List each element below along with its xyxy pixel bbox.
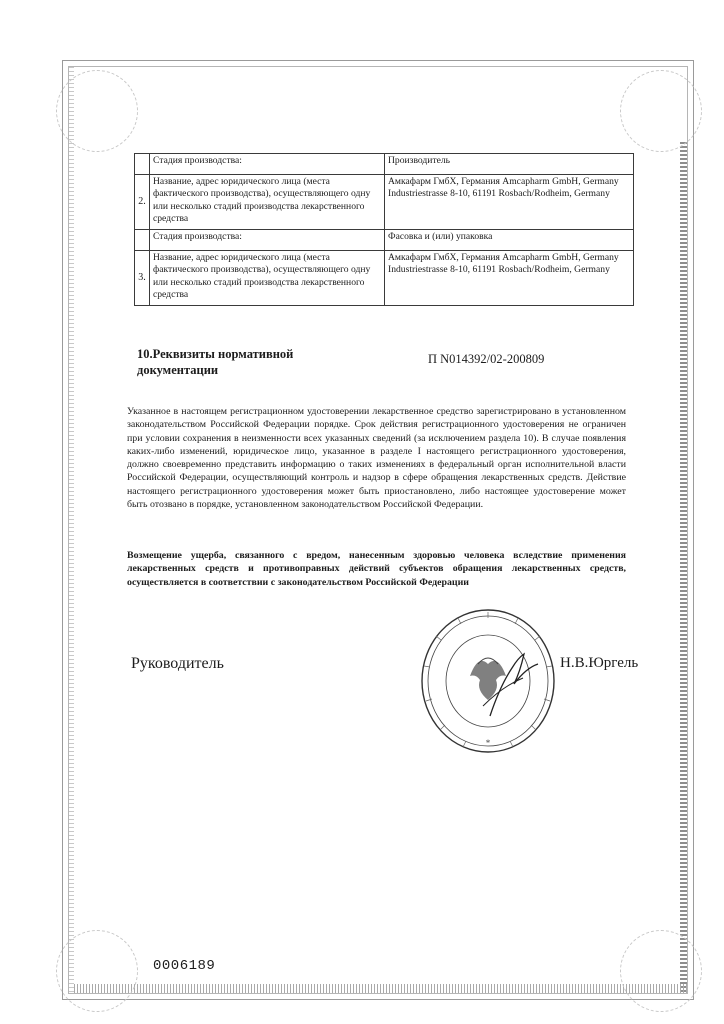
signatory-role: Руководитель (131, 655, 224, 672)
row-number (135, 230, 150, 251)
damage-compensation-paragraph: Возмещение ущерба, связанного с вредом, нанесенным здоровью человека вследствие применения лекарственных средств и противоправных действий субъектов обращения лекарственных средств, осуществляется в соответствии с законодательством Российской Федерации (127, 550, 626, 588)
manufacturer-table (134, 153, 634, 306)
entity-address: Амкафарм ГмбХ, Германия Amcapharm GmbH, Germany Industriestrasse 8-10, 61191 Rosbach/Rodheim, Germany (385, 251, 634, 306)
stage-value: Фасовка и (или) упаковка (385, 230, 634, 251)
entity-address: Амкафарм ГмбХ, Германия Amcapharm GmbH, Germany Industriestrasse 8-10, 61191 Rosbach/Rodheim, Germany (385, 175, 634, 230)
table-row (135, 230, 634, 251)
guilloche-ornament (56, 930, 138, 1012)
signatory-name: Н.В.Юргель (560, 655, 639, 671)
official-seal (418, 606, 558, 756)
entity-label: Название, адрес юридического лица (места фактического производства), осуществляющего одну или несколько стадий производства лекарственного средства (150, 175, 385, 230)
normative-document-number: П N014392/02-200809 (428, 352, 545, 366)
stage-label: Стадия производства: (150, 230, 385, 251)
guilloche-ornament (620, 930, 702, 1012)
section-10-title: 10.Реквизиты нормативной документации (137, 347, 294, 377)
entity-label: Название, адрес юридического лица (места фактического производства), осуществляющего одну или несколько стадий производства лекарственного средства (150, 251, 385, 306)
form-serial-number: 0006189 (153, 958, 216, 974)
row-number (135, 154, 150, 175)
table-row (135, 154, 634, 175)
guilloche-ornament (620, 70, 702, 152)
guilloche-ornament (56, 70, 138, 152)
row-number: 3. (135, 251, 150, 306)
stage-value: Производитель (385, 154, 634, 175)
registration-validity-paragraph: Указанное в настоящем регистрационном удостоверении лекарственное средство зарегистрировано в установленном законодательством Российской Федерации порядке. Срок действия регистрационного удостоверения не ограничен при условии сохранения в неизменности всех указанных сведений (за исключением раздела 10). В случае появления каких-либо изменений, юридическое лицо, указанное в разделе I настоящего регистрационного удостоверения, должно своевременно представить информацию о таких изменениях в федеральный орган исполнительной власти Российской Федерации, осуществляющий контроль и надзор в сфере обращения лекарственных средств. Действие настоящего регистрационного удостоверения может быть приостановлено, либо настоящее удостоверение может быть отозвано в порядке, установленном законодательством Российской Федерации. (127, 406, 626, 510)
row-number: 2. (135, 175, 150, 230)
svg-text:*: * (485, 738, 491, 748)
table-row (135, 175, 634, 230)
table-row (135, 251, 634, 306)
stage-label: Стадия производства: (150, 154, 385, 175)
